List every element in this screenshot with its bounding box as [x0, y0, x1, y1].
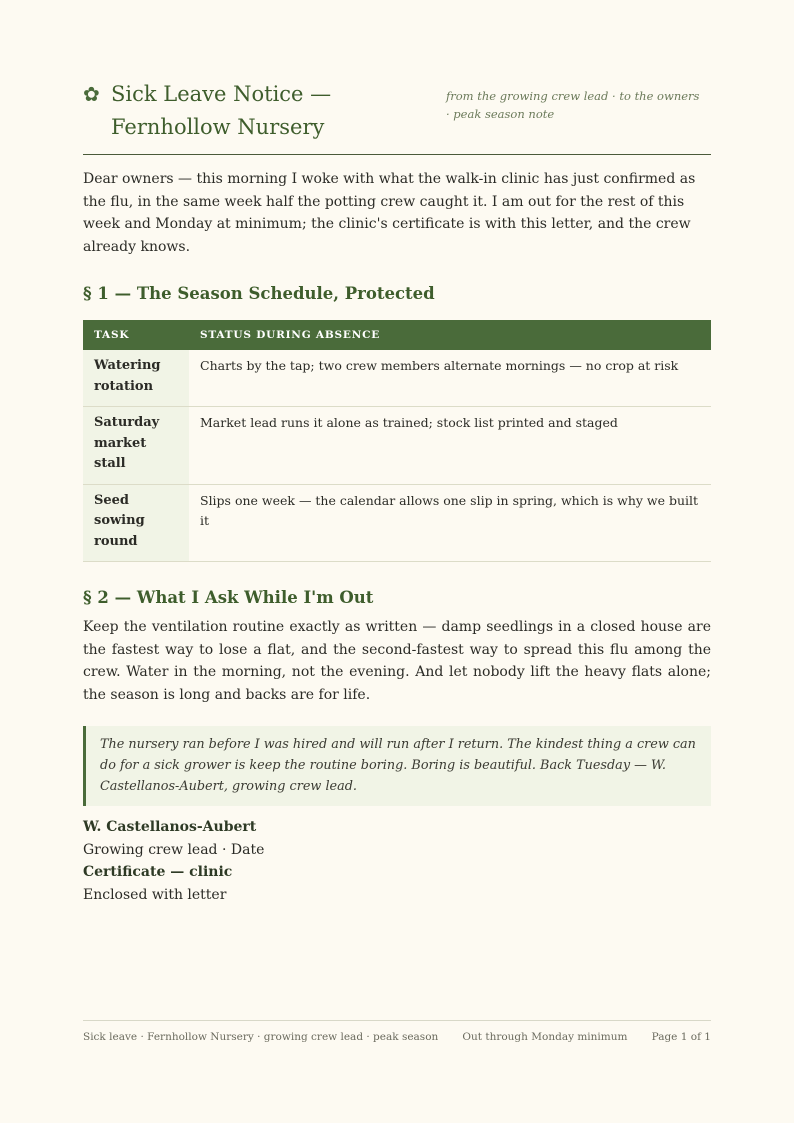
status-cell: Market lead runs it alone as trained; stock list printed and staged: [189, 407, 711, 485]
table-row: [83, 350, 711, 407]
flower-icon: ✿: [83, 82, 100, 106]
letter-header: [83, 78, 711, 155]
page-title: Sick Leave Notice — Fernhollow Nursery: [111, 82, 332, 139]
table-row: [83, 484, 711, 562]
certificate-label: Certificate — clinic: [83, 864, 233, 880]
task-cell: Saturday market stall: [83, 407, 189, 485]
footer-left: Sick leave · Fernhollow Nursery · growing crew lead · peak season: [83, 1031, 439, 1043]
page-footer: [83, 1020, 711, 1043]
section-1-heading: § 1 — The Season Schedule, Protected: [83, 284, 435, 303]
section-2-body: Keep the ventilation routine exactly as written — damp seedlings in a closed house are the fastest way to lose a flat, and the second-fastest way to spread this flu among the crew. Water in the morning, not the evening. And let nobody lift the heavy flats alone; the season is long and backs are for life.: [83, 619, 711, 703]
letter-page: [83, 78, 711, 906]
signer-name: W. Castellanos-Aubert: [83, 819, 257, 835]
status-cell: Slips one week — the calendar allows one slip in spring, which is why we built it: [189, 484, 711, 562]
certificate-note: Enclosed with letter: [83, 886, 227, 903]
title-block: [83, 78, 438, 144]
status-cell: Charts by the tap; two crew members alternate mornings — no crop at risk: [189, 350, 711, 407]
table-header-row: [83, 320, 711, 350]
task-cell: Seed sowing round: [83, 484, 189, 562]
column-header-status: STATUS DURING ABSENCE: [189, 320, 711, 350]
signature-block: [83, 816, 711, 906]
intro-paragraph: Dear owners — this morning I woke with what the walk-in clinic has just confirmed as the flu, in the same week half the potting crew caught it. I am out for the rest of this week and Monday at minimum; the clinic's certificate is with this letter, and the crew already knows.: [83, 171, 696, 255]
signer-role: Growing crew lead · Date: [83, 841, 265, 858]
table-row: [83, 407, 711, 485]
header-note: from the growing crew lead · to the owners · peak season note: [446, 89, 700, 121]
page-number: Page 1 of 1: [651, 1031, 711, 1043]
section-2-heading: § 2 — What I Ask While I'm Out: [83, 588, 374, 607]
closing-quote: The nursery ran before I was hired and will run after I return. The kindest thing a crew can do for a sick grower is keep the routine boring. Boring is beautiful. Back Tuesday — W. Castellanos-Aubert, growing crew lead.: [83, 726, 711, 806]
footer-center: Out through Monday minimum: [462, 1031, 628, 1043]
column-header-task: TASK: [83, 320, 189, 350]
schedule-table: [83, 320, 711, 562]
task-cell: Watering rotation: [83, 350, 189, 407]
